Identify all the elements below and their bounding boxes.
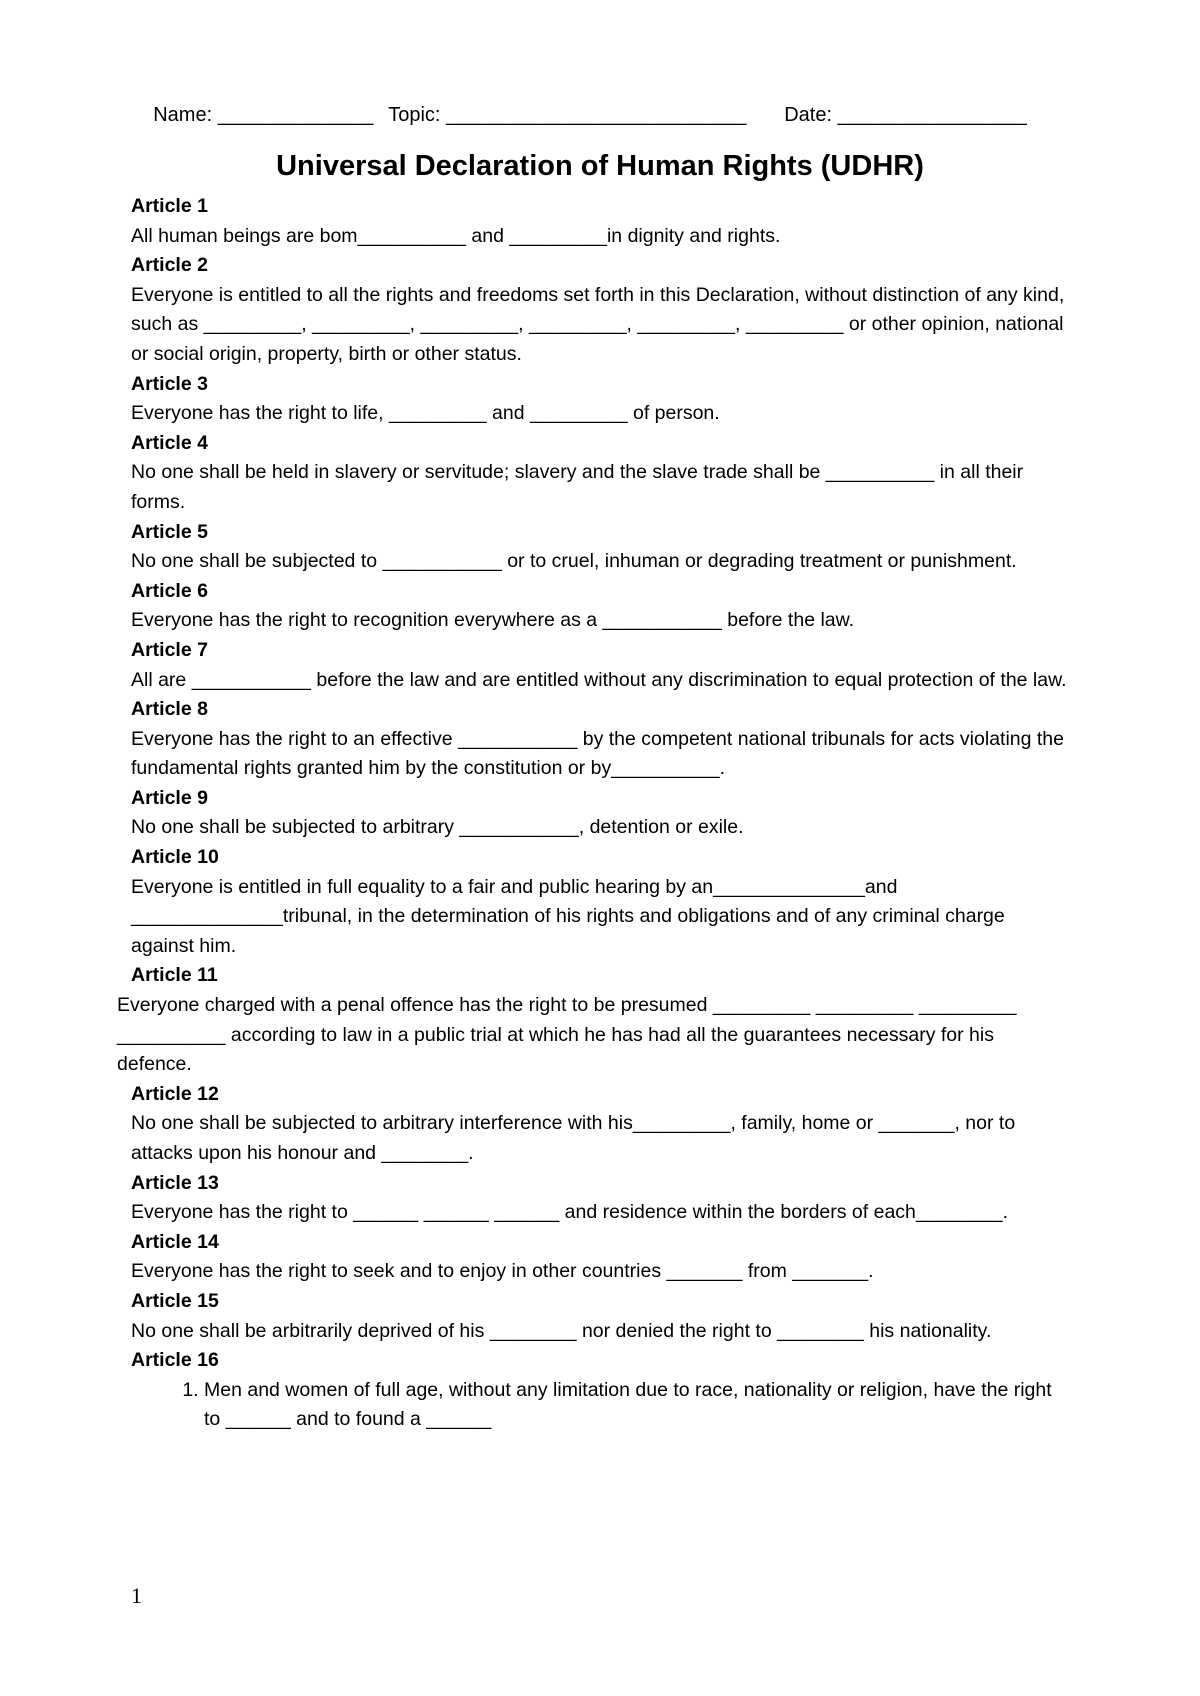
article-5 xyxy=(131,518,1071,577)
numbered-list xyxy=(131,1376,1071,1435)
article-16 xyxy=(131,1346,1071,1435)
article-heading: Article 3 xyxy=(131,372,208,395)
article-heading: Article 14 xyxy=(131,1230,219,1253)
article-12 xyxy=(131,1080,1071,1169)
article-1 xyxy=(131,192,1071,251)
article-heading: Article 15 xyxy=(131,1289,219,1312)
article-heading: Article 16 xyxy=(131,1349,219,1372)
list-item: 1. Men and women of full age, without any limitation due to race, nationality or religion, have the right to ______ and to found a ______ xyxy=(204,1376,1071,1435)
document-body xyxy=(117,192,1071,1435)
article-text: No one shall be subjected to arbitrary interference with his_________, family, home or _______, nor to attacks upon his honour and ________. xyxy=(131,1112,1016,1164)
article-heading: Article 1 xyxy=(131,195,208,217)
article-heading: Article 2 xyxy=(131,254,208,277)
article-6 xyxy=(131,577,1071,636)
article-text: No one shall be subjected to arbitrary ___________, detention or exile. xyxy=(131,816,744,839)
article-text: No one shall be arbitrarily deprived of his ________ nor denied the right to ________ his nationality. xyxy=(131,1319,992,1342)
article-heading: Article 12 xyxy=(131,1082,219,1105)
article-text: All are ___________ before the law and are entitled without any discrimination to equal protection of the law. xyxy=(131,668,1067,691)
worksheet-header xyxy=(131,73,1091,157)
article-text: All human beings are bom__________ and _________in dignity and rights. xyxy=(131,224,781,247)
article-heading: Article 5 xyxy=(131,520,208,543)
article-heading: Article 13 xyxy=(131,1171,219,1194)
article-4 xyxy=(131,429,1071,518)
document-title: Universal Declaration of Human Rights (UDHR) xyxy=(276,150,924,182)
article-10 xyxy=(131,843,1071,961)
date-field[interactable]: Date: _________________ xyxy=(784,104,1027,126)
article-13 xyxy=(131,1169,1071,1228)
article-heading: Article 6 xyxy=(131,579,208,602)
article-text: Everyone has the right to an effective ___________ by the competent national tribunals for acts violating the fundamental rights granted him by the constitution or by__________. xyxy=(131,727,1065,780)
article-heading: Article 11 xyxy=(131,964,218,987)
name-field[interactable]: Name: ______________ xyxy=(153,104,374,126)
article-9 xyxy=(131,784,1071,843)
article-heading: Article 4 xyxy=(131,431,208,454)
article-text: Everyone has the right to life, _________ and _________ of person. xyxy=(131,402,720,425)
article-text: Everyone is entitled to all the rights and freedoms set forth in this Declaration, without distinction of any kind, such as _________, _________, _________, _________, _________, _________ or other opinion, national or social origin, property, birth or other status. xyxy=(131,283,1065,365)
article-text: No one shall be subjected to ___________ or to cruel, inhuman or degrading treatment or punishment. xyxy=(131,550,1017,573)
article-heading: Article 7 xyxy=(131,638,208,661)
page-number: 1 xyxy=(131,1583,142,1608)
article-7 xyxy=(131,636,1071,695)
article-heading: Article 8 xyxy=(131,698,208,721)
article-text: No one shall be held in slavery or servitude; slavery and the slave trade shall be __________ in all their forms. xyxy=(131,461,1024,513)
article-text: Everyone has the right to seek and to enjoy in other countries _______ from _______. xyxy=(131,1260,874,1283)
article-heading: Article 9 xyxy=(131,786,208,809)
article-14 xyxy=(131,1228,1071,1287)
article-text: Everyone has the right to ______ ______ ______ and residence within the borders of each________. xyxy=(131,1201,1009,1224)
article-text: Everyone has the right to recognition everywhere as a ___________ before the law. xyxy=(131,609,855,632)
topic-field[interactable]: Topic: ___________________________ xyxy=(388,104,747,126)
article-3 xyxy=(131,370,1071,429)
article-text: Everyone charged with a penal offence has the right to be presumed _________ _________ _________ __________ according to law in a public trial at which he has had all the guarantees necessary for his defence. xyxy=(117,994,1017,1076)
article-2 xyxy=(131,251,1071,369)
article-11 xyxy=(117,961,1071,1079)
article-15 xyxy=(131,1287,1071,1346)
article-heading: Article 10 xyxy=(131,846,219,869)
article-text: Everyone is entitled in full equality to a fair and public hearing by an______________and ______________tribunal, in the determination of his rights and obligations and of any criminal charge against him. xyxy=(131,875,1005,957)
article-8 xyxy=(131,695,1071,784)
